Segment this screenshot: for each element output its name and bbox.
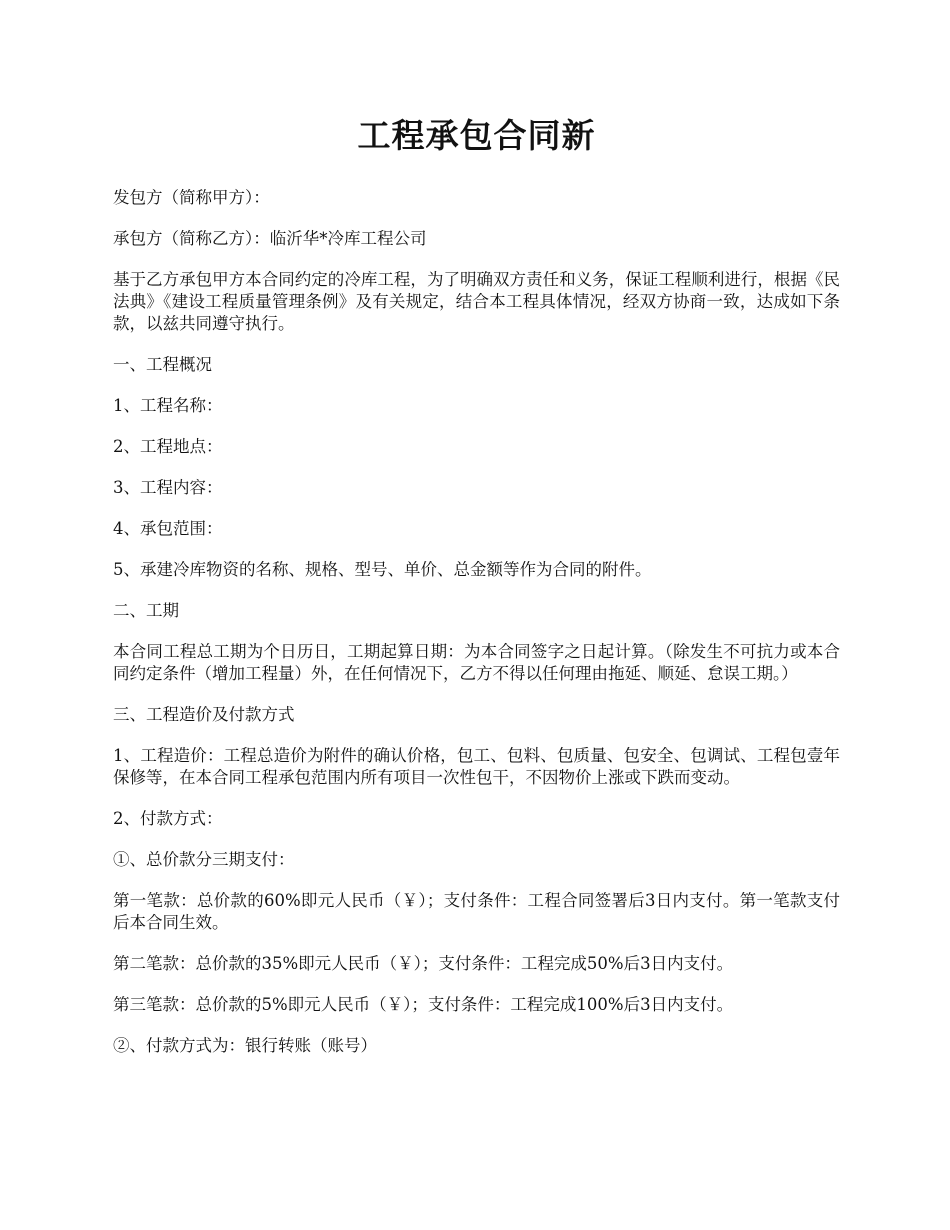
- payment-transfer-line: ②、付款方式为：银行转账（账号）: [113, 1036, 377, 1055]
- party-b-line: 承包方（简称乙方）：临沂华*冷库工程公司: [113, 229, 427, 248]
- clause-materials-annex: 5、承建冷库物资的名称、规格、型号、单价、总金额等作为合同的附件。: [113, 560, 652, 579]
- document-title: 工程承包合同新: [357, 116, 596, 155]
- clause-contract-scope: 4、承包范围：: [113, 519, 223, 538]
- clause-project-name: 1、工程名称：: [113, 396, 223, 415]
- payment-second-installment: 第二笔款：总价款的35%即元人民币（￥）；支付条件：工程完成50%后3日内支付。: [113, 954, 734, 973]
- payment-third-installment: 第三笔款：总价款的5%即元人民币（￥）；支付条件：工程完成100%后3日内支付。: [113, 995, 734, 1014]
- schedule-paragraph: 本合同工程总工期为个日历日，工期起算日期：为本合同签字之日起计算。（除发生不可抗力或本合同约定条件（增加工程量）外，在任何情况下，乙方不得以任何理由拖延、顺延、怠误工期。）: [113, 642, 840, 683]
- party-a-line: 发包方（简称甲方）：: [113, 188, 270, 207]
- section-heading-overview: 一、工程概况: [113, 355, 212, 374]
- clause-project-content: 3、工程内容：: [113, 478, 223, 497]
- preamble-paragraph: 基于乙方承包甲方本合同约定的冷库工程，为了明确双方责任和义务，保证工程顺利进行，根据《民法典》《建设工程质量管理条例》及有关规定，结合本工程具体情况，经双方协商一致，达成如下条款，以兹共同遵守执行。: [113, 270, 840, 333]
- clause-project-location: 2、工程地点：: [113, 437, 223, 456]
- section-heading-schedule: 二、工期: [113, 601, 179, 620]
- clause-payment-method: 2、付款方式：: [113, 809, 223, 828]
- section-heading-cost-payment: 三、工程造价及付款方式: [113, 705, 295, 724]
- payment-first-installment: 第一笔款：总价款的60%即元人民币（￥）；支付条件：工程合同签署后3日内支付。第一笔款支付后本合同生效。: [113, 891, 840, 932]
- clause-project-cost: 1、工程造价：工程总造价为附件的确认价格，包工、包料、包质量、包安全、包调试、工程包壹年保修等，在本合同工程承包范围内所有项目一次性包干，不因物价上涨或下跌而变动。: [113, 746, 840, 787]
- payment-installments-heading: ①、总价款分三期支付：: [113, 850, 295, 869]
